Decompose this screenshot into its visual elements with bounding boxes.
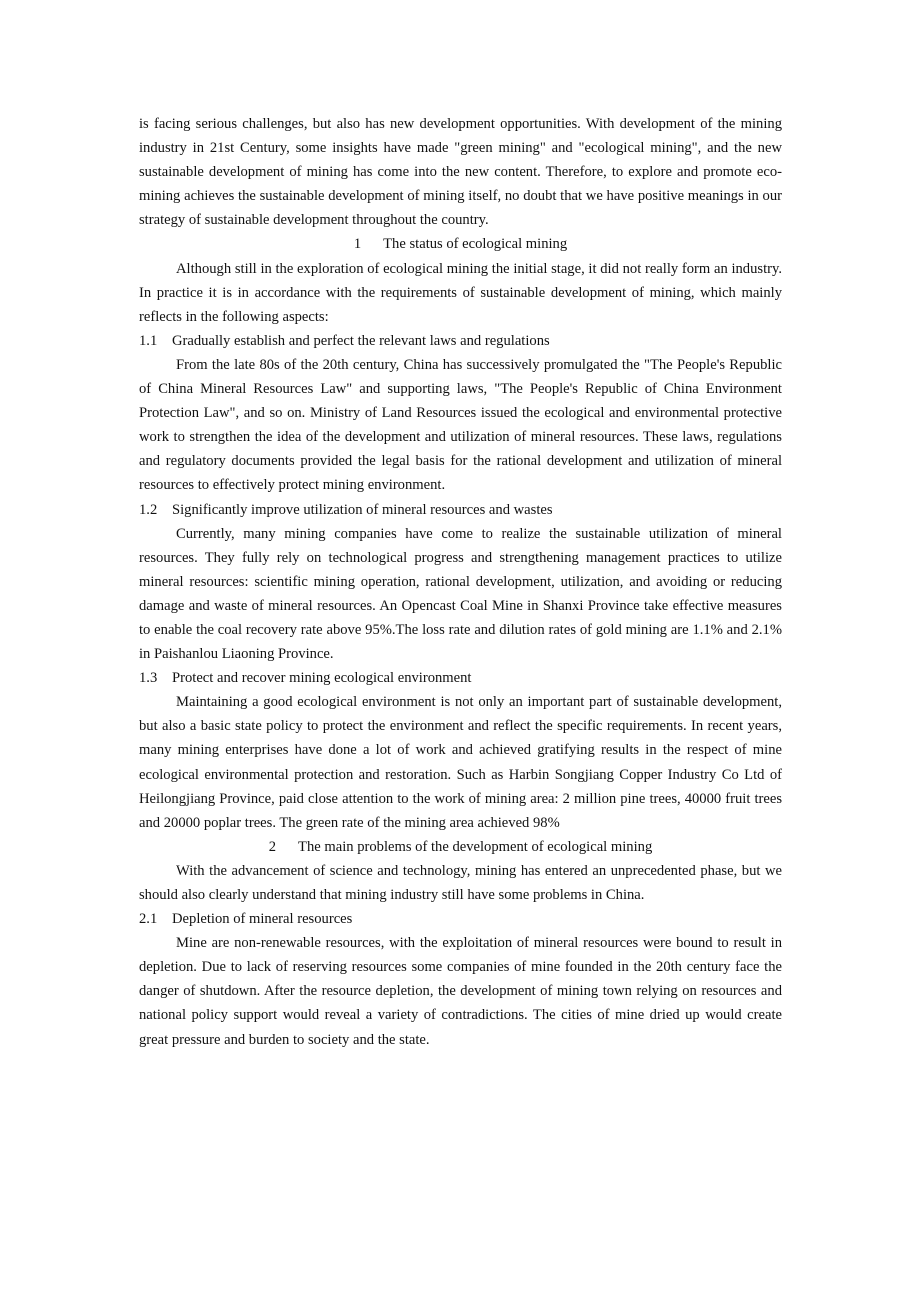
subsection-1-2-title: Significantly improve utilization of mineral resources and wastes (172, 501, 553, 518)
section-1-heading (139, 232, 782, 256)
subsection-1-1-number: 1.1 (139, 332, 158, 349)
subsection-1-2-paragraph: Currently, many mining companies have come to realize the sustainable utilization of mineral resources. They fully rely on technological progress and strengthening management practices to utilize mineral resources: scientific mining operation, rational development, utilization, and avoiding or reducing damage and waste of mineral resources. An Opencast Coal Mine in Shanxi Province take effective measures to enable the coal recovery rate above 95%.The loss rate and dilution rates of gold mining are 1.1% and 2.1% in Paishanlou Liaoning Province. (139, 525, 782, 663)
section-1-number: 1 (353, 236, 362, 253)
subsection-1-3-heading (139, 666, 782, 690)
subsection-1-1-paragraph: From the late 80s of the 20th century, China has successively promulgated the "The People's Republic of China Mineral Resources Law" and supporting laws, "The People's Republic of China Environment Protection Law", and so on. Ministry of Land Resources issued the ecological and environmental protective work to strengthen the idea of the development and utilization of mineral resources. These laws, regulations and regulatory documents provided the legal basis for the rational development and utilization of mineral resources to effectively protect mining environment. (139, 356, 782, 494)
subsection-2-1-heading (139, 907, 782, 931)
section-1-title: The status of ecological mining (383, 236, 568, 253)
subsection-2-1-title: Depletion of mineral resources (172, 911, 353, 928)
subsection-1-3-number: 1.3 (139, 670, 158, 687)
subsection-1-1-title: Gradually establish and perfect the relevant laws and regulations (172, 332, 550, 349)
subsection-1-2-number: 1.2 (139, 501, 158, 518)
subsection-1-3-paragraph: Maintaining a good ecological environment is not only an important part of sustainable development, but also a basic state policy to protect the environment and reflect the specific requirements. In recent years, many mining enterprises have done a lot of work and achieved gratifying results in the respect of mine ecological environmental protection and restoration. Such as Harbin Songjiang Copper Industry Co Ltd of Heilongjiang Province, paid close attention to the work of mining area: 2 million pine trees, 40000 fruit trees and 20000 poplar trees. The green rate of the mining area achieved 98% (139, 694, 782, 831)
document-page (139, 112, 782, 1052)
section-1-intro-paragraph: Although still in the exploration of ecological mining the initial stage, it did not really form an industry. In practice it is in accordance with the requirements of sustainable development of mining, which mainly reflects in the following aspects: (139, 260, 782, 325)
subsection-1-2-heading (139, 498, 782, 522)
intro-paragraph: is facing serious challenges, but also has new development opportunities. With development of the mining industry in 21st Century, some insights have made "green mining" and "ecological mining", and the new sustainable development of mining has come into the new content. Therefore, to explore and promote eco-mining achieves the sustainable development of mining itself, no doubt that we have positive meanings in our strategy of sustainable development throughout the country. (139, 116, 782, 229)
section-2-intro-paragraph: With the advancement of science and technology, mining has entered an unprecedented phase, but we should also clearly understand that mining industry still have some problems in China. (139, 862, 782, 903)
subsection-2-1-paragraph: Mine are non-renewable resources, with the exploitation of mineral resources were bound to result in depletion. Due to lack of reserving resources some companies of mine founded in the 20th century face the danger of shutdown. After the resource depletion, the development of mining town relying on resources and national policy support would reveal a variety of contradictions. The cities of mine dried up would create great pressure and burden to society and the state. (139, 935, 782, 1048)
subsection-1-1-heading (139, 329, 782, 353)
section-2-number: 2 (268, 838, 277, 855)
section-2-heading (139, 835, 782, 859)
subsection-1-3-title: Protect and recover mining ecological environment (172, 670, 472, 687)
section-2-title: The main problems of the development of ecological mining (298, 838, 653, 855)
subsection-2-1-number: 2.1 (139, 911, 158, 928)
